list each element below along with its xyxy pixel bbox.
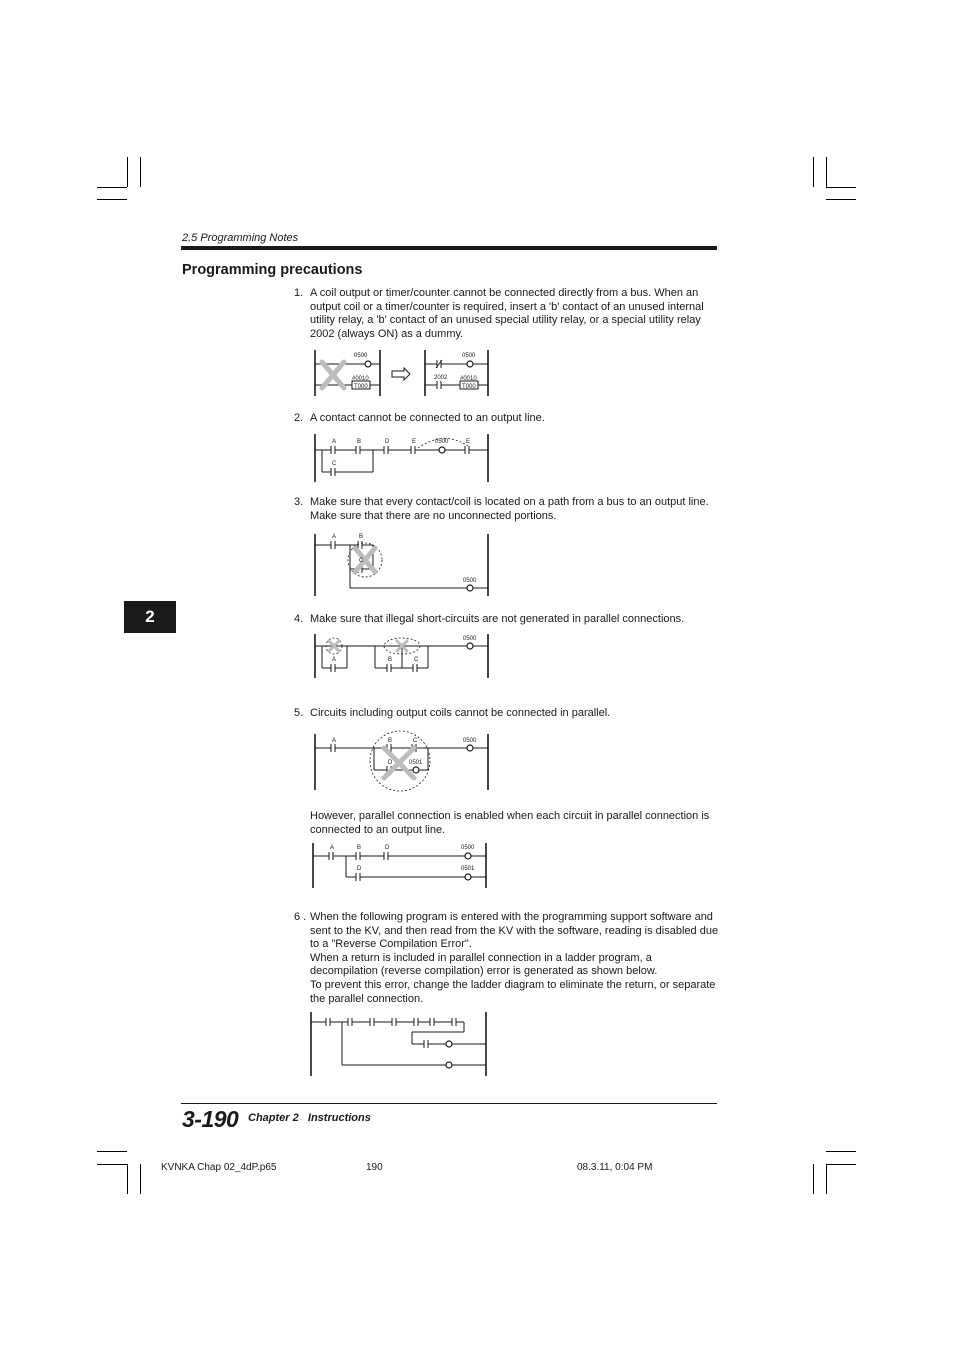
slug-date: 08.3.11, 0:04 PM — [577, 1162, 653, 1173]
coil-label: 0500 — [354, 353, 368, 359]
ladder-diagram-4 — [310, 632, 500, 682]
ladder-diagram-5 — [310, 728, 500, 794]
timer-label-1: #0010 — [352, 376, 369, 382]
coil-label: 0501 — [461, 866, 475, 872]
item-text: Make sure that illegal short-circuits are not generated in parallel connections. — [310, 613, 685, 625]
contact-label: E — [466, 439, 471, 445]
ladder-diagram-1 — [310, 348, 500, 400]
contact-label: D — [357, 866, 362, 872]
item-text: To prevent this error, change the ladder diagram to eliminate the return, or separate the parallel connection. — [310, 978, 716, 1005]
contact-label: A — [332, 439, 337, 445]
contact-label: A — [330, 845, 335, 851]
item-text: When a return is included in parallel connection in a ladder program, a decompilation (reverse compilation) error is generated as shown below. — [310, 951, 658, 978]
ladder-diagram-7 — [308, 1010, 498, 1080]
item-number: 1. — [294, 287, 304, 299]
contact-label: E — [412, 439, 417, 445]
arrow-right-icon — [392, 368, 410, 380]
contact-label: A — [332, 534, 337, 540]
ladder-diagram-2 — [310, 432, 500, 486]
chapter-tab: 2 — [124, 601, 176, 633]
coil-symbol — [365, 361, 371, 367]
contact-label: B — [357, 439, 362, 445]
timer-label-2: T000 — [354, 384, 368, 390]
coil-label: 0500 — [435, 439, 449, 445]
contact-label: D — [385, 439, 390, 445]
chapter-title: Chapter 2 Instructions — [248, 1112, 371, 1124]
coil-label: 0501 — [409, 760, 423, 766]
page-number: 3-190 — [182, 1106, 239, 1132]
list-item — [294, 911, 720, 1006]
item-number: 3. — [294, 496, 304, 508]
contact-label: A — [332, 738, 337, 744]
ladder-diagram-6 — [310, 840, 500, 892]
coil-label: 0500 — [463, 578, 477, 584]
slug-page: 190 — [366, 1162, 383, 1173]
timer-label-1: #0010 — [460, 376, 477, 382]
contact-label: C — [332, 461, 337, 467]
contact-label: C — [413, 738, 418, 744]
coil-label: 0500 — [462, 353, 476, 359]
contact-label: C — [414, 657, 419, 663]
list-item — [294, 496, 720, 523]
contact-label: D — [385, 845, 390, 851]
list-item — [294, 613, 720, 627]
section-label: 2.5 Programming Notes — [182, 232, 299, 244]
item-number: 6 . — [294, 911, 307, 923]
note-paragraph: However, parallel connection is enabled when each circuit in parallel connection is connected to an output line. — [310, 810, 710, 836]
item-text: A contact cannot be connected to an output line. — [310, 412, 545, 424]
contact-label: B — [359, 534, 364, 540]
page-heading: Programming precautions — [182, 262, 363, 278]
item-text: Make sure that every contact/coil is located on a path from a bus to an output line. Make sure that there are no unconnected portions. — [310, 496, 709, 522]
coil-label: 0500 — [461, 845, 475, 851]
contact-label: A — [332, 657, 337, 663]
contact-label: B — [357, 845, 362, 851]
contact-label: B — [388, 738, 393, 744]
item-number: 5. — [294, 707, 304, 719]
contact-label: 2002 — [434, 375, 448, 381]
header-rule — [181, 246, 717, 250]
slug-filename: KVNKA Chap 02_4dP.p65 — [161, 1162, 277, 1173]
list-item — [294, 287, 720, 341]
footer-rule — [181, 1103, 717, 1104]
coil-label: 0500 — [463, 636, 477, 642]
item-number: 2. — [294, 412, 304, 424]
item-text: When the following program is entered with the programming support software and sent to the KV, and then read from the KV with the software, reading is disabled due to a "Reverse Compilation Error". — [310, 911, 719, 951]
item-text: A coil output or timer/counter cannot be connected directly from a bus. When an output coil or a timer/counter is required, insert a 'b' contact of an unused internal utility relay, a 'b' contact of an unused special utility relay, or a special utility relay 2002 (always ON) as a dummy. — [310, 287, 704, 340]
item-text: Circuits including output coils cannot be connected in parallel. — [310, 707, 611, 719]
coil-label: 0500 — [463, 738, 477, 744]
contact-label: B — [388, 657, 393, 663]
list-item — [294, 707, 720, 721]
timer-label-2: T000 — [462, 384, 476, 390]
contact-label: C — [359, 558, 364, 564]
ladder-diagram-3 — [310, 532, 500, 600]
contact-label: D — [388, 760, 393, 766]
list-item — [294, 412, 720, 426]
item-number: 4. — [294, 613, 304, 625]
